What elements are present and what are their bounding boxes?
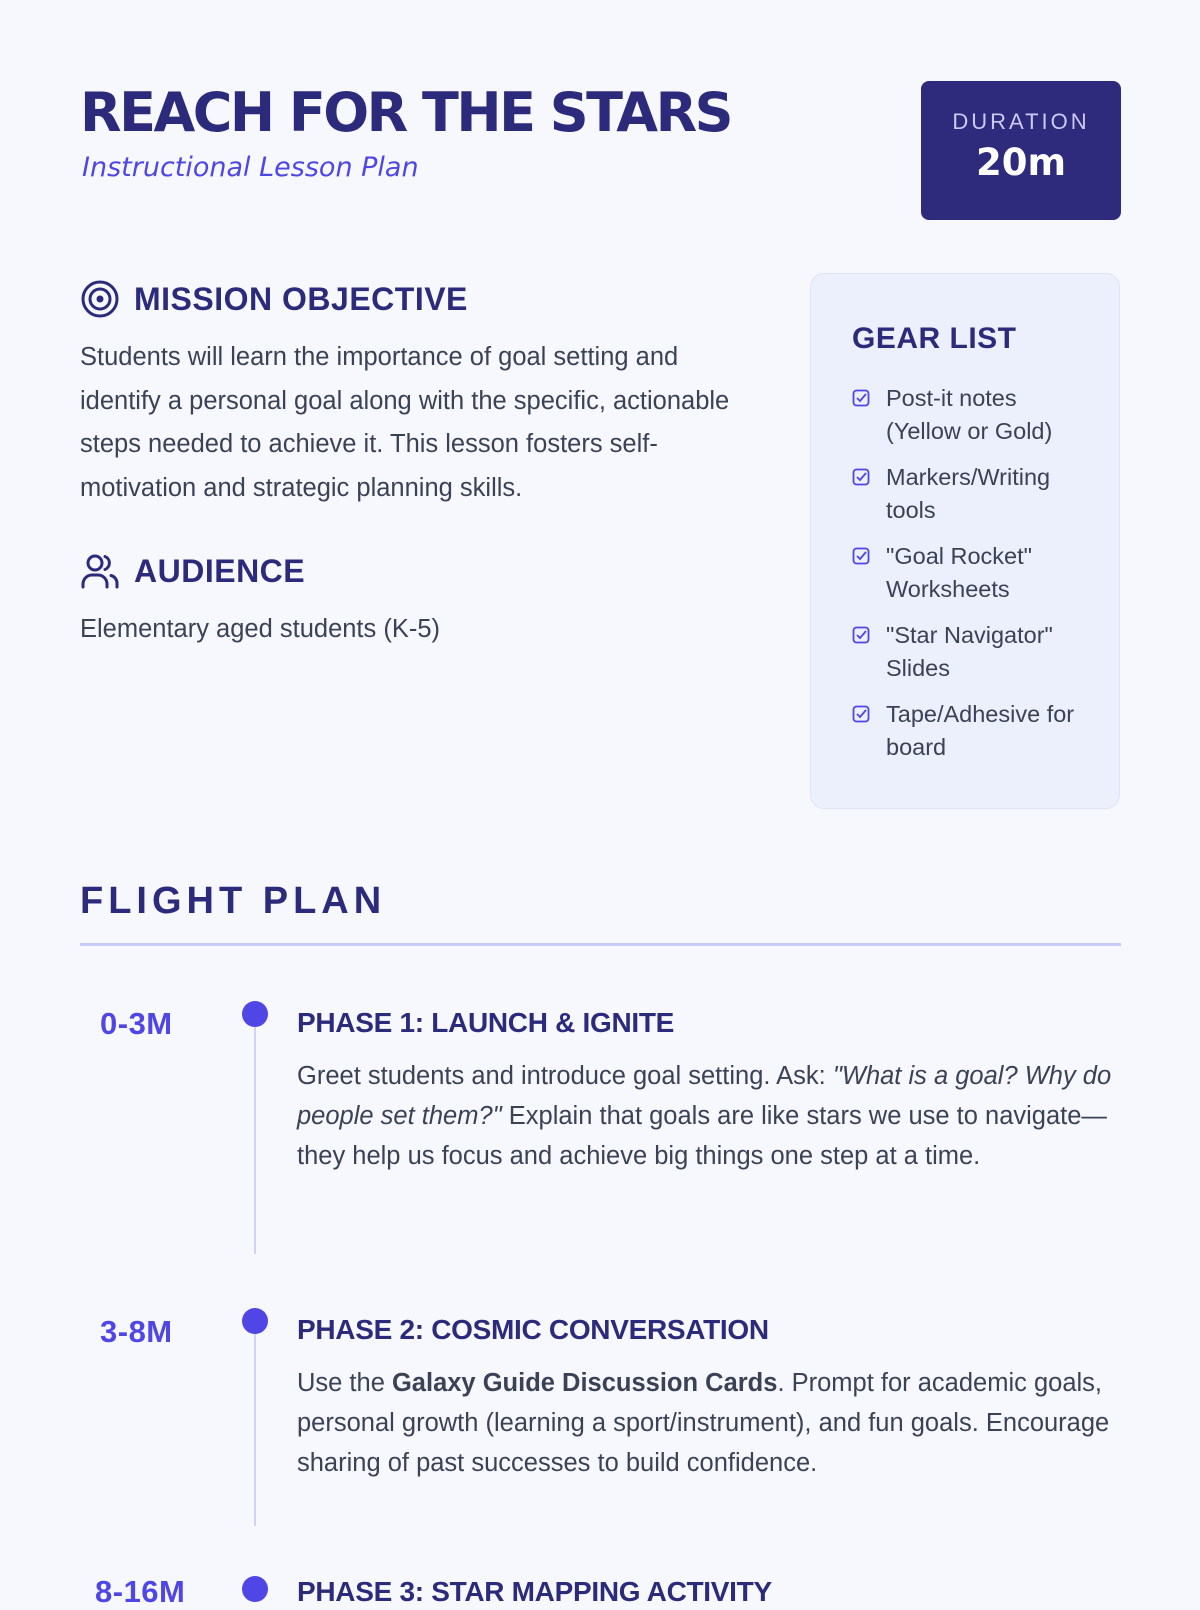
checkbox-icon bbox=[852, 461, 886, 486]
phase-description bbox=[297, 1363, 1117, 1483]
phase-text-part: . Prompt for academic goals, personal growth (learning a sport/instrument), and fun goals. Encourage sharing of past successes to build confidence. bbox=[297, 1369, 1110, 1477]
checkbox-icon bbox=[852, 619, 886, 644]
phase-text-part: Greet students and introduce goal setting. Ask: bbox=[297, 1062, 833, 1090]
gear-list bbox=[852, 382, 1082, 777]
objective-heading-label: MISSION OBJECTIVE bbox=[134, 280, 468, 317]
duration-badge bbox=[921, 81, 1121, 220]
gear-item bbox=[852, 698, 1082, 764]
gear-item bbox=[852, 540, 1082, 606]
page-title: REACH FOR THE STARS bbox=[80, 81, 732, 144]
phase-title: PHASE 1: LAUNCH & IGNITE bbox=[297, 1007, 675, 1038]
gear-item-label: "Goal Rocket" Worksheets bbox=[886, 543, 1032, 602]
phase-text-highlight: Galaxy Guide Discussion Cards bbox=[391, 1369, 778, 1397]
phase-time: 0-3M bbox=[100, 1006, 173, 1041]
checkbox-icon bbox=[852, 540, 886, 565]
objective-text: Students will learn the importance of goal setting and identify a personal goal along with the specific, actionable steps needed to achieve it. This lesson fosters self-motivation and strategic planning skills. bbox=[80, 343, 730, 502]
page-subtitle: Instructional Lesson Plan bbox=[82, 152, 419, 183]
gear-list-panel bbox=[810, 273, 1120, 809]
phase-text-part: Explain that goals are like stars we use to navigate—they help us focus and achieve big things one step at a time. bbox=[297, 1102, 1107, 1170]
target-icon bbox=[80, 279, 120, 319]
audience-heading bbox=[80, 551, 305, 591]
phase-text-part: Use the bbox=[297, 1369, 392, 1397]
gear-item bbox=[852, 382, 1082, 448]
timeline-dot bbox=[242, 1576, 268, 1602]
phase-description bbox=[297, 1056, 1117, 1176]
timeline-dot bbox=[242, 1001, 268, 1027]
gear-item bbox=[852, 461, 1082, 527]
section-divider bbox=[80, 943, 1121, 946]
duration-label: DURATION bbox=[952, 109, 1090, 134]
gear-item-label: "Star Navigator" Slides bbox=[886, 622, 1053, 681]
phase-time: 3-8M bbox=[100, 1314, 173, 1349]
gear-item bbox=[852, 619, 1082, 685]
users-icon bbox=[80, 551, 120, 591]
duration-value: 20m bbox=[975, 141, 1067, 184]
gear-item-label: Post-it notes (Yellow or Gold) bbox=[886, 385, 1053, 444]
objective-heading bbox=[80, 279, 468, 319]
audience-text: Elementary aged students (K-5) bbox=[80, 615, 441, 643]
phase-time: 8-16M bbox=[95, 1574, 186, 1609]
checkbox-icon bbox=[852, 698, 886, 723]
timeline-dot bbox=[242, 1308, 268, 1334]
phase-title: PHASE 2: COSMIC CONVERSATION bbox=[297, 1314, 769, 1345]
gear-item-label: Tape/Adhesive for board bbox=[886, 701, 1075, 760]
checkbox-icon bbox=[852, 382, 886, 407]
flight-plan-heading: FLIGHT PLAN bbox=[80, 880, 387, 922]
timeline-line bbox=[254, 1027, 256, 1254]
phase-title: PHASE 3: STAR MAPPING ACTIVITY bbox=[297, 1576, 772, 1607]
gear-list-heading: GEAR LIST bbox=[852, 322, 1017, 355]
timeline-line bbox=[254, 1334, 256, 1526]
gear-item-label: Markers/Writing tools bbox=[886, 464, 1051, 523]
phase-text-question: "What is a goal? Why do people set them?" bbox=[297, 1062, 1112, 1130]
audience-heading-label: AUDIENCE bbox=[134, 552, 306, 589]
